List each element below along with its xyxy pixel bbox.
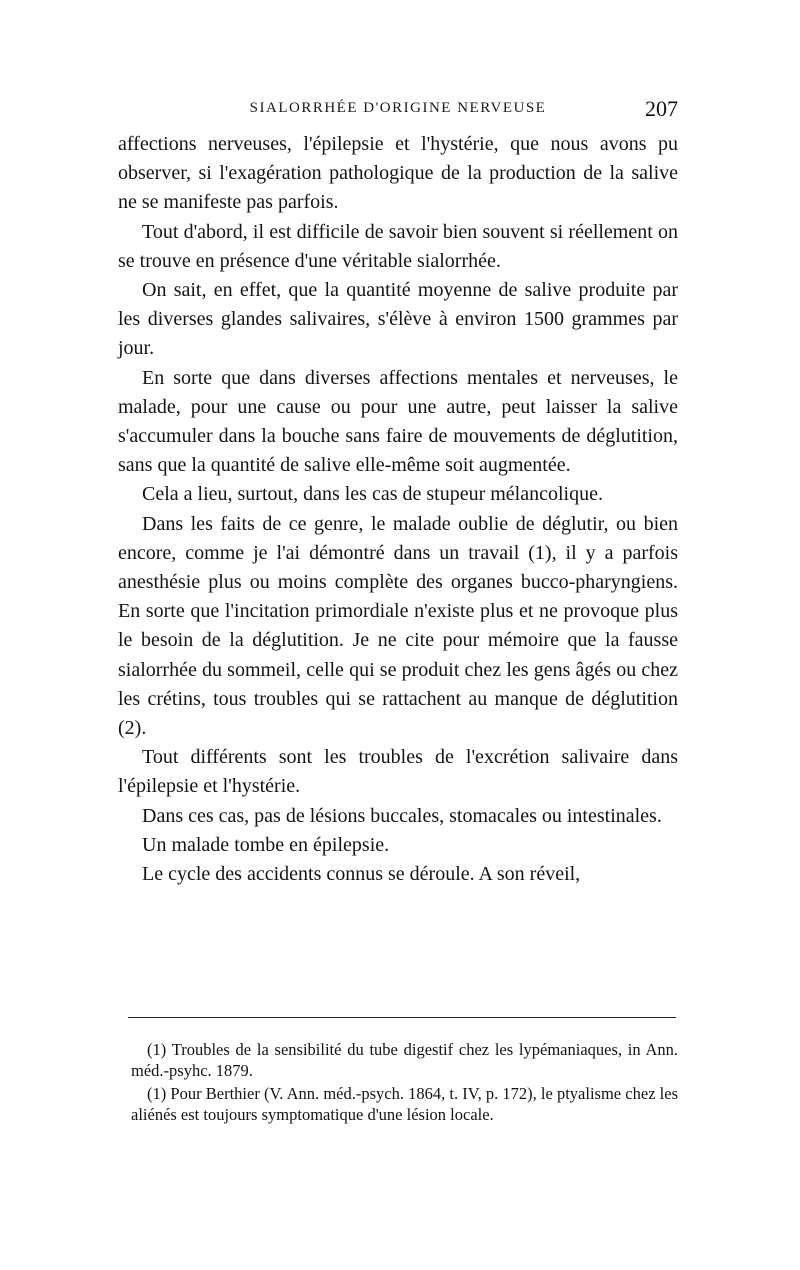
page-header xyxy=(118,96,678,124)
paragraph: Tout d'abord, il est difficile de savoir bien souvent si réellement on se trouve en présence d'une véritable sialorrhée. xyxy=(118,220,678,272)
footnote-divider xyxy=(128,1017,676,1018)
paragraph: Dans les faits de ce genre, le malade oublie de déglutir, ou bien encore, comme je l'ai démontré dans un travail (1), il y a parfois anesthésie plus ou moins complète des organes bucco-pharyngiens. En sorte que l'incitation primordiale n'existe plus et ne provoque plus le besoin de la déglutition. Je ne cite pour mémoire que la fausse sialorrhée du sommeil, celle qui se produit chez les gens âgés ou chez les crétins, tous troubles qui se rattachent au manque de déglutition (2). xyxy=(118,512,678,740)
footnote-marker: (1) xyxy=(147,1040,167,1059)
running-title: SIALORRHÉE D'ORIGINE NERVEUSE xyxy=(249,100,547,116)
footnote-text: Troubles de la sensibilité du tube digestif chez les lypémaniaques, in Ann. méd.-psyhc. 1879. xyxy=(131,1040,678,1080)
footnote-marker: (1) xyxy=(147,1084,167,1103)
main-text xyxy=(118,130,678,889)
paragraph: Le cycle des accidents connus se déroule. A son réveil, xyxy=(142,863,581,886)
paragraph-continuation: affections nerveuses, l'épilepsie et l'hystérie, que nous avons pu observer, si l'exagération pathologique de la production de la salive ne se manifeste pas parfois. xyxy=(118,133,678,214)
page-number: 207 xyxy=(645,96,678,121)
paragraph: Dans ces cas, pas de lésions buccales, stomacales ou intestinales. xyxy=(142,804,662,827)
footnotes xyxy=(131,1040,678,1125)
paragraph: En sorte que dans diverses affections mentales et nerveuses, le malade, pour une cause ou pour une autre, peut laisser la salive s'accumuler dans la bouche sans faire de mouvements de déglutition, sans que la quantité de salive elle-même soit augmentée. xyxy=(118,366,678,477)
paragraph: Cela a lieu, surtout, dans les cas de stupeur mélancolique. xyxy=(142,483,603,506)
paragraph: Tout différents sont les troubles de l'excrétion salivaire dans l'épilepsie et l'hystérie. xyxy=(118,746,678,798)
footnote-text: Pour Berthier (V. Ann. méd.-psych. 1864, t. IV, p. 172), le ptyalisme chez les aliénés est toujours symptomatique d'une lésion locale. xyxy=(131,1084,678,1124)
footnote xyxy=(131,1040,678,1081)
paragraph: Un malade tombe en épilepsie. xyxy=(142,833,390,856)
paragraph: On sait, en effet, que la quantité moyenne de salive produite par les diverses glandes salivaires, s'élève à environ 1500 grammes par jour. xyxy=(118,279,678,360)
footnote xyxy=(131,1084,678,1125)
